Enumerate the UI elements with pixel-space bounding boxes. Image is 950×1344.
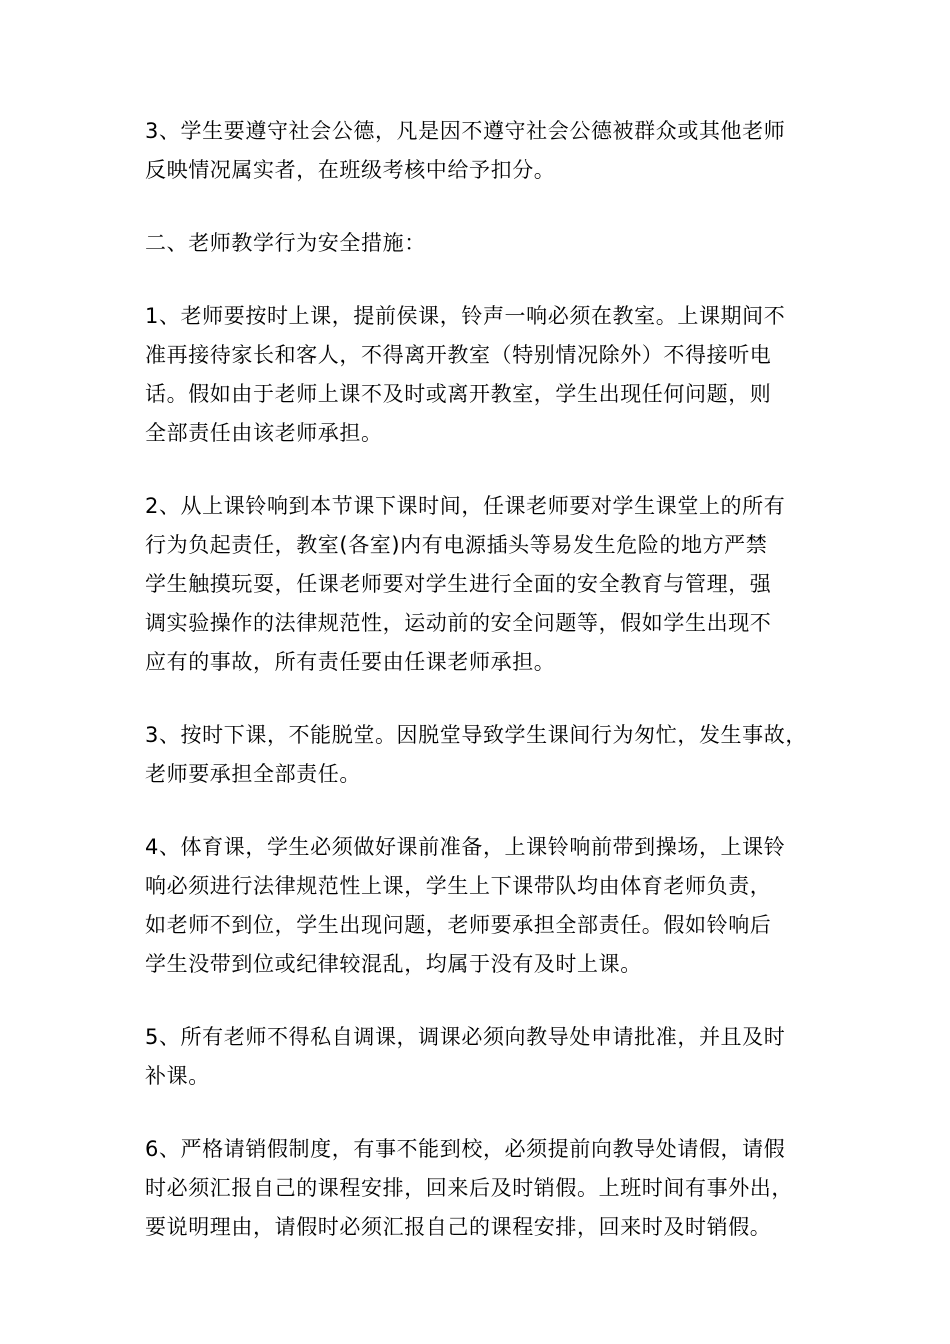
text-line: 1、老师要按时上课，提前侯课，铃声一响必须在教室。上课期间不 xyxy=(145,304,786,328)
section-heading: 二、老师教学行为安全措施： xyxy=(145,231,426,255)
paragraph-rule-3-social-morality xyxy=(145,112,817,190)
text-line: 2、从上课铃响到本节课下课时间，任课老师要对学生课堂上的所有 xyxy=(145,494,786,518)
text-line: 调实验操作的法律规范性，运动前的安全问题等，假如学生出现不 xyxy=(145,611,772,635)
text-line: 5、所有老师不得私自调课，调课必须向教导处申请批准，并且及时 xyxy=(145,1025,786,1049)
text-line: 话。假如由于老师上课不及时或离开教室，学生出现任何问题，则 xyxy=(145,382,772,406)
paragraph-item-5 xyxy=(145,1018,817,1096)
paragraph-item-2 xyxy=(145,487,817,682)
section-heading-teacher-safety xyxy=(145,224,817,263)
text-line: 如老师不到位，学生出现问题，老师要承担全部责任。假如铃响后 xyxy=(145,913,772,937)
text-line: 时必须汇报自己的课程安排，回来后及时销假。上班时间有事外出， xyxy=(145,1176,793,1200)
paragraph-item-1 xyxy=(145,297,817,453)
paragraph-item-3 xyxy=(145,716,817,794)
text-line: 补课。 xyxy=(145,1064,210,1088)
text-line: 学生没带到位或纪律较混乱，均属于没有及时上课。 xyxy=(145,952,642,976)
paragraph-item-6 xyxy=(145,1130,817,1247)
text-line: 3、学生要遵守社会公德，凡是因不遵守社会公德被群众或其他老师 xyxy=(145,119,786,143)
paragraph-item-4 xyxy=(145,828,817,984)
text-line: 要说明理由，请假时必须汇报自己的课程安排，回来时及时销假。 xyxy=(145,1215,772,1239)
text-line: 6、严格请销假制度，有事不能到校，必须提前向教导处请假，请假 xyxy=(145,1137,786,1161)
text-line: 4、体育课，学生必须做好课前准备，上课铃响前带到操场，上课铃 xyxy=(145,835,786,859)
document-body xyxy=(145,112,817,1281)
text-line: 老师要承担全部责任。 xyxy=(145,762,361,786)
text-line: 响必须进行法律规范性上课，学生上下课带队均由体育老师负责， xyxy=(145,874,772,898)
text-line: 应有的事故，所有责任要由任课老师承担。 xyxy=(145,650,556,674)
text-line: 行为负起责任，教室(各室)内有电源插头等易发生危险的地方严禁 xyxy=(145,533,768,557)
text-line: 全部责任由该老师承担。 xyxy=(145,421,383,445)
text-line: 准再接待家长和客人，不得离开教室（特别情况除外）不得接听电 xyxy=(145,343,772,367)
text-line: 3、按时下课，不能脱堂。因脱堂导致学生课间行为匆忙，发生事故， xyxy=(145,723,807,747)
text-line: 学生触摸玩耍，任课老师要对学生进行全面的安全教育与管理，强 xyxy=(145,572,772,596)
text-line: 反映情况属实者，在班级考核中给予扣分。 xyxy=(145,158,556,182)
